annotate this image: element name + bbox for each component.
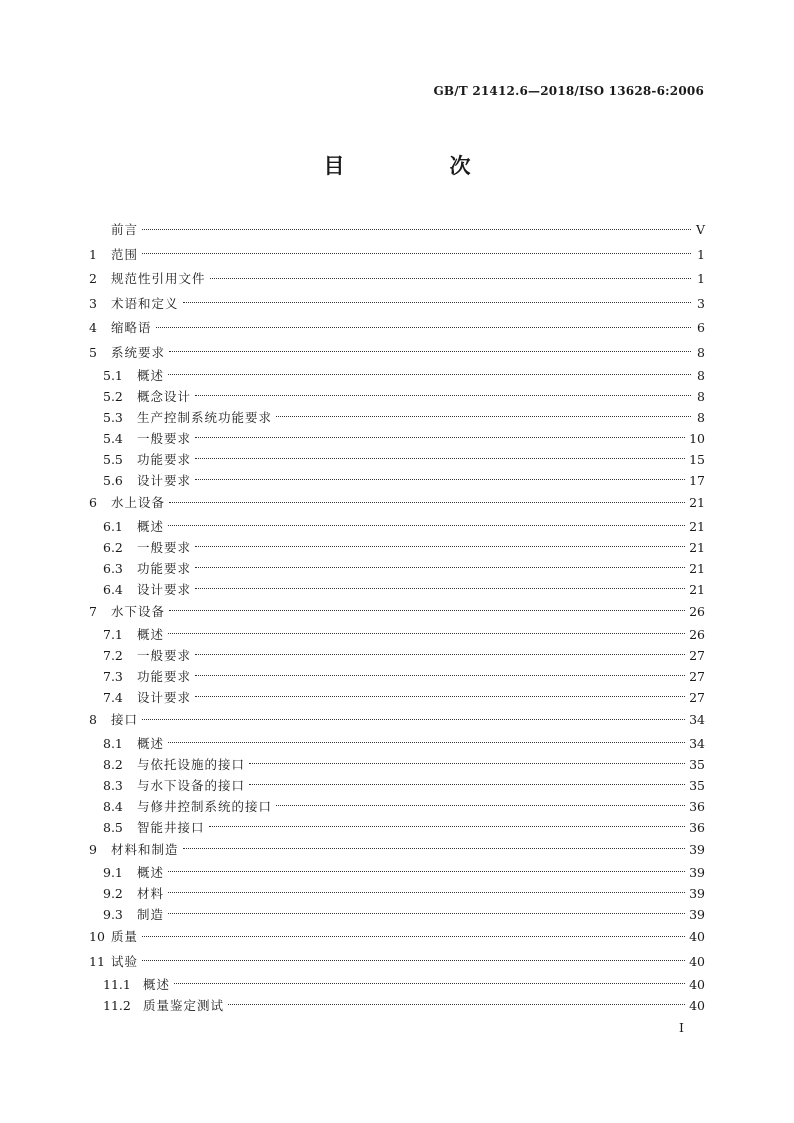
- toc-entry-number: 6.2: [103, 539, 123, 555]
- toc-entry-page: 3: [697, 295, 705, 311]
- toc-entry[interactable]: [89, 316, 705, 341]
- toc-entry-page: 8: [697, 389, 705, 404]
- toc-entry-label: 术语和定义: [111, 295, 179, 311]
- page-number: I: [679, 1020, 684, 1035]
- toc-entry-label: 缩略语: [111, 320, 152, 335]
- toc-entry-label: 质量: [111, 929, 139, 944]
- toc-entry-label: 材料和制造: [111, 841, 179, 857]
- toc-dot-leader: [169, 610, 685, 611]
- toc-entry-number: 3: [89, 295, 97, 311]
- toc-entry-label: 前言: [111, 222, 139, 237]
- toc-entry-number: 8.1: [103, 735, 123, 751]
- toc-entry[interactable]: [89, 243, 705, 268]
- toc-entry-page: 21: [689, 518, 705, 534]
- toc-entry-label: 材料: [137, 886, 165, 901]
- toc-entry-page: 39: [689, 865, 705, 880]
- toc-dot-leader: [195, 567, 685, 568]
- toc-dot-leader: [183, 848, 686, 849]
- toc-entry-page: 39: [689, 886, 705, 901]
- toc-entry-page: 27: [689, 648, 705, 663]
- toc-entry-page: 21: [689, 495, 705, 510]
- toc-entry-number: 6.4: [103, 581, 123, 597]
- toc-entry-page: 34: [689, 712, 705, 727]
- toc-entry-number: 7.4: [103, 690, 123, 705]
- toc-entry[interactable]: [89, 754, 705, 775]
- toc-dot-leader: [168, 742, 685, 743]
- toc-entry-label: 概述: [137, 368, 165, 383]
- toc-entry-page: 1: [697, 246, 705, 262]
- toc-entry[interactable]: [89, 925, 705, 950]
- toc-dot-leader: [142, 229, 691, 230]
- toc-entry[interactable]: [89, 600, 705, 625]
- toc-entry-label: 设计要求: [137, 473, 192, 488]
- toc-entry-label: 概述: [137, 865, 165, 880]
- toc-entry-label: 水上设备: [111, 495, 166, 510]
- toc-dot-leader: [142, 719, 685, 720]
- toc-entry-number: 9.3: [103, 907, 123, 922]
- toc-entry-number: 9.1: [103, 865, 123, 880]
- toc-entry-label: 功能要求: [137, 669, 192, 684]
- toc-entry-page: 17: [689, 473, 705, 488]
- toc-entry-page: 8: [697, 410, 705, 425]
- toc-entry[interactable]: [89, 883, 705, 904]
- toc-dot-leader: [169, 502, 685, 503]
- toc-entry-page: 35: [689, 756, 705, 772]
- toc-entry-page: 26: [689, 603, 705, 619]
- toc-entry[interactable]: [89, 267, 705, 292]
- toc-entry-page: 36: [689, 798, 705, 814]
- toc-dot-leader: [210, 278, 691, 279]
- toc-entry-number: 11.2: [103, 998, 131, 1013]
- toc-entry-label: 概念设计: [137, 389, 192, 404]
- toc-entry[interactable]: [89, 579, 705, 600]
- toc-entry[interactable]: [89, 386, 705, 407]
- toc-entry-label: 与修井控制系统的接口: [137, 798, 273, 814]
- toc-entry[interactable]: [89, 995, 705, 1016]
- toc-entry-number: 5.2: [103, 389, 123, 404]
- toc-entry-number: 8.5: [103, 819, 123, 835]
- toc-dot-leader: [195, 479, 685, 480]
- toc-entry-label: 水下设备: [111, 603, 166, 619]
- toc-dot-leader: [195, 546, 685, 547]
- toc-entry-label: 一般要求: [137, 431, 192, 446]
- toc-entry[interactable]: [89, 974, 705, 995]
- toc-entry-page: 40: [689, 953, 705, 969]
- toc-entry-number: 7.2: [103, 648, 123, 663]
- toc-dot-leader: [183, 302, 691, 303]
- toc-dot-leader: [195, 654, 685, 655]
- toc-entry[interactable]: [89, 950, 705, 975]
- toc-entry-number: 9: [89, 841, 97, 857]
- toc-dot-leader: [168, 525, 685, 526]
- toc-entry[interactable]: [89, 666, 705, 687]
- toc-dot-leader: [249, 763, 685, 764]
- toc-entry-number: 9.2: [103, 886, 123, 901]
- toc-dot-leader: [156, 327, 691, 328]
- toc-entry-page: 26: [689, 627, 705, 642]
- toc-entry-label: 概述: [137, 518, 165, 534]
- toc-entry-page: 39: [689, 907, 705, 922]
- toc-entry[interactable]: [89, 558, 705, 579]
- toc-entry-number: 8: [89, 712, 97, 727]
- toc-dot-leader: [142, 960, 685, 961]
- toc-dot-leader: [195, 437, 685, 438]
- toc-entry[interactable]: [89, 537, 705, 558]
- toc-entry-number: 8.3: [103, 777, 123, 793]
- toc-entry[interactable]: [89, 341, 705, 366]
- toc-entry[interactable]: [89, 796, 705, 817]
- toc-entry-label: 一般要求: [137, 539, 192, 555]
- toc-entry-label: 概述: [143, 977, 171, 992]
- toc-entry-page: 10: [689, 431, 705, 446]
- toc-entry[interactable]: [89, 449, 705, 470]
- toc-dot-leader: [168, 892, 685, 893]
- toc-dot-leader: [169, 351, 691, 352]
- toc-entry-page: 1: [697, 271, 705, 286]
- toc-entry-page: 40: [689, 977, 705, 992]
- toc-entry-number: 11.1: [103, 977, 131, 992]
- toc-entry[interactable]: [89, 516, 705, 537]
- toc-entry-label: 质量鉴定测试: [143, 998, 225, 1013]
- toc-entry-number: 5.6: [103, 473, 123, 488]
- toc-dot-leader: [174, 983, 685, 984]
- toc-entry[interactable]: [89, 733, 705, 754]
- toc-entry-page: 8: [697, 368, 705, 383]
- toc-entry-page: 6: [697, 320, 705, 335]
- toc-entry-number: 7.3: [103, 669, 123, 684]
- toc-entry-number: 5.5: [103, 452, 123, 467]
- toc-entry-number: 5.4: [103, 431, 123, 446]
- toc-entry-page: 8: [697, 344, 705, 360]
- toc-entry-page: V: [695, 222, 705, 237]
- toc-entry-number: 11: [89, 953, 105, 969]
- toc-entry-label: 一般要求: [137, 648, 192, 663]
- toc-entry-label: 设计要求: [137, 581, 192, 597]
- toc-dot-leader: [168, 913, 685, 914]
- toc-dot-leader: [228, 1004, 685, 1005]
- toc-dot-leader: [276, 416, 691, 417]
- toc-dot-leader: [195, 696, 685, 697]
- page-title: 目 次: [323, 153, 513, 178]
- toc-entry-number: 10: [89, 929, 105, 944]
- toc-entry-label: 生产控制系统功能要求: [137, 410, 273, 425]
- toc-dot-leader: [209, 826, 686, 827]
- toc-entry-label: 制造: [137, 907, 165, 922]
- toc-entry[interactable]: [89, 292, 705, 317]
- toc-entry-number: 5.3: [103, 410, 123, 425]
- toc-entry-page: 36: [689, 819, 705, 835]
- toc-entry[interactable]: [89, 904, 705, 925]
- toc-entry-number: 8.2: [103, 756, 123, 772]
- toc-entry[interactable]: [89, 775, 705, 796]
- toc-entry-label: 试验: [111, 953, 139, 969]
- toc-entry-label: 概述: [137, 627, 165, 642]
- toc-entry-page: 34: [689, 735, 705, 751]
- toc-dot-leader: [195, 395, 691, 396]
- toc-entry-number: 7.1: [103, 627, 123, 642]
- toc-entry[interactable]: [89, 491, 705, 516]
- toc-entry[interactable]: [89, 365, 705, 386]
- toc-entry-label: 智能井接口: [137, 819, 205, 835]
- toc-entry-page: 21: [689, 539, 705, 555]
- toc-entry[interactable]: [89, 817, 705, 838]
- toc-entry[interactable]: [89, 428, 705, 449]
- toc-entry-page: 27: [689, 690, 705, 705]
- toc-entry-page: 39: [689, 841, 705, 857]
- toc-entry-number: 1: [89, 246, 97, 262]
- toc-dot-leader: [195, 458, 685, 459]
- toc-entry[interactable]: [89, 687, 705, 708]
- toc-entry-number: 7: [89, 603, 97, 619]
- toc-entry-number: 5: [89, 344, 97, 360]
- toc-entry-number: 6.1: [103, 518, 123, 534]
- toc-entry[interactable]: [89, 470, 705, 491]
- toc-dot-leader: [276, 805, 685, 806]
- toc-dot-leader: [168, 374, 691, 375]
- toc-entry-label: 功能要求: [137, 560, 192, 576]
- toc-entry-label: 系统要求: [111, 344, 166, 360]
- toc-entry[interactable]: [89, 624, 705, 645]
- toc-entry-label: 范围: [111, 246, 139, 262]
- toc-entry[interactable]: [89, 862, 705, 883]
- toc-dot-leader: [168, 871, 685, 872]
- toc-entry-page: 40: [689, 998, 705, 1013]
- toc-dot-leader: [142, 253, 691, 254]
- toc-entry-number: 6: [89, 495, 97, 510]
- toc-entry-label: 概述: [137, 735, 165, 751]
- toc-entry-number: 5.1: [103, 368, 123, 383]
- toc-dot-leader: [249, 784, 685, 785]
- toc-entry-number: 2: [89, 271, 97, 286]
- toc-entry-label: 与水下设备的接口: [137, 777, 246, 793]
- toc-entry-page: 15: [689, 452, 705, 467]
- toc-entry[interactable]: [89, 645, 705, 666]
- toc-entry-label: 规范性引用文件: [111, 271, 206, 286]
- toc-entry-label: 功能要求: [137, 452, 192, 467]
- toc-entry-page: 21: [689, 581, 705, 597]
- toc-dot-leader: [142, 936, 685, 937]
- toc-entry[interactable]: [89, 838, 705, 863]
- toc-entry[interactable]: [89, 218, 705, 243]
- toc-entry-page: 40: [689, 929, 705, 944]
- toc-entry[interactable]: [89, 708, 705, 733]
- toc-entry-page: 35: [689, 777, 705, 793]
- standard-code: GB/T 21412.6—2018/ISO 13628-6:2006: [433, 84, 704, 98]
- toc-entry-number: 8.4: [103, 798, 123, 814]
- toc-entry-label: 与依托设施的接口: [137, 756, 246, 772]
- toc-entry-page: 27: [689, 669, 705, 684]
- table-of-contents: [89, 218, 705, 1016]
- toc-entry-label: 设计要求: [137, 690, 192, 705]
- toc-dot-leader: [195, 588, 685, 589]
- toc-dot-leader: [168, 633, 685, 634]
- toc-entry-page: 21: [689, 560, 705, 576]
- toc-entry-number: 6.3: [103, 560, 123, 576]
- toc-entry[interactable]: [89, 407, 705, 428]
- toc-entry-number: 4: [89, 320, 97, 335]
- toc-dot-leader: [195, 675, 685, 676]
- toc-entry-label: 接口: [111, 712, 139, 727]
